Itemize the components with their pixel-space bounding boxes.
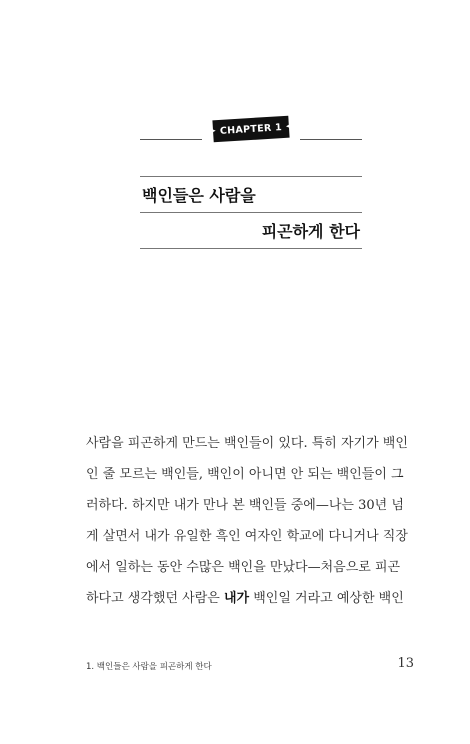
body-line: 인 줄 모르는 백인들, 백인이 아니면 안 되는 백인들이 그	[86, 467, 404, 482]
title-rule-top	[140, 176, 362, 177]
chapter-rule-right	[300, 139, 362, 140]
body-line: 러하다. 하지만 내가 만나 본 백인들 중에—나는 30년 넘	[86, 498, 404, 513]
title-rule-middle	[140, 212, 362, 213]
body-line: 게 살면서 내가 유일한 흑인 여자인 학교에 다니거나 직장	[86, 529, 408, 544]
body-paragraph	[86, 428, 418, 614]
running-footer-title: 1. 백인들은 사람을 피곤하게 한다	[86, 662, 212, 672]
left-triangle-icon: ◂	[285, 122, 290, 130]
chapter-label: CHAPTER 1	[219, 121, 283, 137]
title-rule-bottom	[140, 248, 362, 249]
body-line-last	[86, 583, 418, 614]
chapter-rule-left	[140, 139, 202, 140]
right-triangle-icon: ▸	[212, 127, 217, 135]
body-line: 에서 일하는 동안 수많은 백인을 만났다—처음으로 피곤	[86, 560, 401, 575]
chapter-heading	[140, 118, 362, 142]
body-text-segment: 백인일 거라고 예상한 백인	[249, 591, 404, 606]
chapter-title-line-1: 백인들은 사람을	[142, 186, 256, 205]
page-number: 13	[397, 656, 414, 671]
emphasized-word: 내가	[223, 591, 250, 606]
chapter-title-line-2: 피곤하게 한다	[261, 222, 360, 241]
chapter-badge	[212, 116, 289, 143]
body-line: 사람을 피곤하게 만드는 백인들이 있다. 특히 자기가 백인	[86, 436, 408, 451]
body-text-segment: 하다고 생각했던 사람은	[86, 591, 224, 606]
